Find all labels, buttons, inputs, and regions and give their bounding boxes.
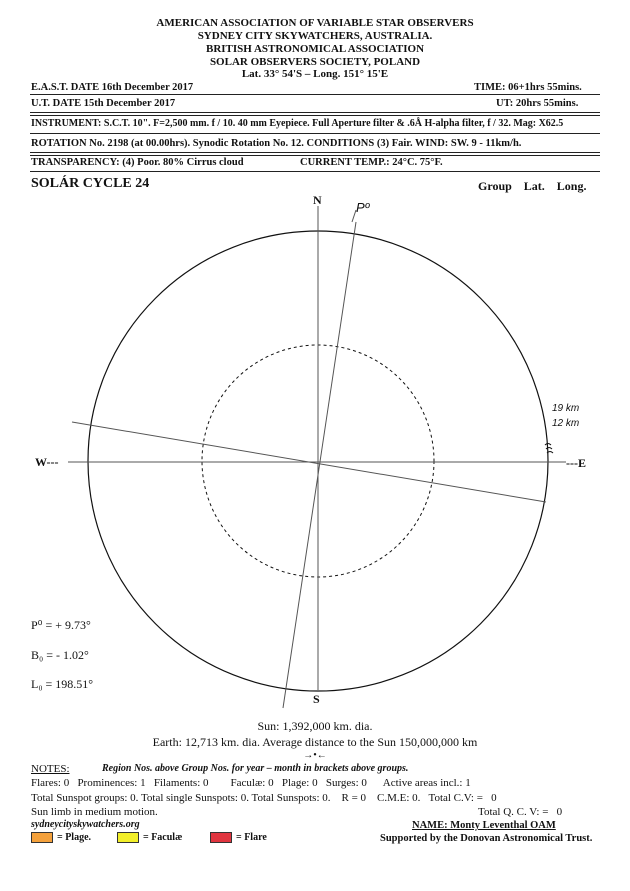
wind-note-2: 12 km	[552, 418, 580, 429]
notes-total-qcv: Total Q. C. V: = 0	[478, 806, 563, 818]
group-columns: Group Lat. Long.	[478, 179, 587, 193]
notes-heading: Region Nos. above Group Nos. for year – month in brackets above groups.	[102, 763, 409, 774]
plage-swatch	[31, 832, 53, 843]
p0-mark: Pº	[356, 200, 370, 215]
notes-limb-motion: Sun limb in medium motion.	[31, 806, 158, 818]
ut-date: U.T. DATE 15th December 2017	[31, 98, 176, 109]
time: TIME: 06+1hrs 55mins.	[474, 82, 582, 93]
instrument: INSTRUMENT: S.C.T. 10". F=2,500 mm. f / 10. 40 mm Eyepiece. Full Aperture filter & .6Å H-alpha filter, f / 32. Mag: X62.5	[31, 118, 564, 129]
observer-name: NAME: Monty Leventhal OAM	[412, 820, 556, 831]
earth-info: Earth: 12,713 km. dia. Average distance to the Sun 150,000,000 km	[152, 735, 478, 749]
cycle-title: SOLÁR CYCLE 24	[31, 176, 150, 191]
center-divider: →•←	[303, 750, 327, 761]
header-line-sydney: SYDNEY CITY SKYWATCHERS, AUSTRALIA.	[197, 30, 433, 42]
prominence-mark	[545, 444, 553, 454]
p0-value: P⁰ = + 9.73°	[31, 618, 91, 632]
header-line-poland: SOLAR OBSERVERS SOCIETY, POLAND	[209, 56, 421, 68]
east-date: E.A.S.T. DATE 16th December 2017	[31, 82, 194, 93]
notes-label: NOTES:	[31, 763, 70, 775]
support-line: Supported by the Donovan Astronomical Trust.	[380, 833, 593, 844]
legend-faculae: = Faculæ	[117, 832, 182, 843]
faculae-swatch	[117, 832, 139, 843]
rotation: ROTATION No. 2198 (at 00.00hrs). Synodic Rotation No. 12. CONDITIONS (3) Fair. WIND: SW. 9 - 11km/h.	[31, 138, 522, 149]
current-temp: CURRENT TEMP.: 24°C. 75°F.	[300, 157, 443, 168]
website: sydneycityskywatchers.org	[31, 819, 140, 830]
legend-plage: = Plage.	[31, 832, 91, 843]
l0-value: L₀ = 198.51°	[31, 677, 94, 691]
header-line-aavso: AMERICAN ASSOCIATION OF VARIABLE STAR OBSERVERS	[156, 17, 474, 29]
east-label: ---E	[566, 456, 586, 470]
ut-time: UT: 20hrs 55mins.	[496, 98, 579, 109]
notes-totals: Total Sunspot groups: 0. Total single Sunspots: 0. Total Sunspots: 0. R = 0 C.M.E: 0. Total C.V: = 0	[31, 792, 497, 804]
transparency: TRANSPARENCY: (4) Poor. 80% Cirrus cloud	[31, 157, 244, 168]
header-line-baa: BRITISH ASTRONOMICAL ASSOCIATION	[205, 43, 425, 55]
sun-diameter: Sun: 1,392,000 km. dia.	[257, 719, 373, 733]
legend-flare: = Flare	[210, 832, 267, 843]
north-label: N	[313, 193, 322, 207]
p-angle-axis	[283, 222, 356, 708]
west-label: W---	[35, 455, 59, 469]
b0-value: B₀ = - 1.02°	[31, 648, 89, 662]
wind-note-1: 19 km	[552, 403, 580, 414]
notes-counts: Flares: 0 Prominences: 1 Filaments: 0 Faculæ: 0 Plage: 0 Surges: 0 Active areas incl.: 1	[31, 777, 471, 789]
header-line-coords: Lat. 33° 54'S – Long. 151° 15'E	[241, 68, 389, 80]
flare-swatch	[210, 832, 232, 843]
south-label: S	[313, 692, 320, 706]
